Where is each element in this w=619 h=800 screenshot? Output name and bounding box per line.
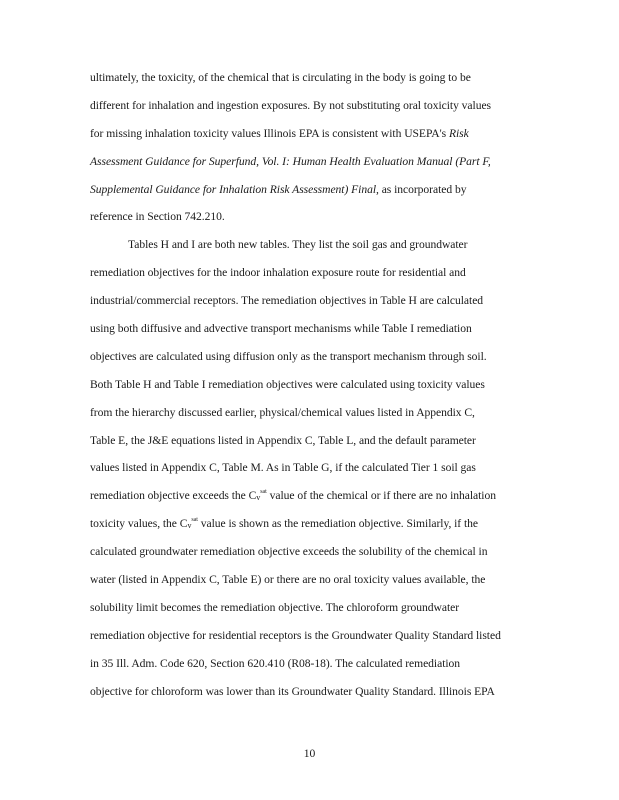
text-line xyxy=(90,510,535,538)
text-segment: Table E, the J&E equations listed in Appendix C, Table L, and the default parameter xyxy=(90,433,476,447)
text-segment: objectives are calculated using diffusion only as the transport mechanism through soil. xyxy=(90,349,487,363)
text-line xyxy=(90,315,535,343)
text-line xyxy=(90,566,535,594)
text-segment: solubility limit becomes the remediation objective. The chloroform groundwater xyxy=(90,600,460,614)
subscript-text: v xyxy=(256,493,261,503)
text-segment: toxicity values, the C xyxy=(90,517,188,531)
italic-text: Risk xyxy=(448,126,469,140)
text-line xyxy=(90,92,535,120)
text-segment: in 35 Ill. Adm. Code 620, Section 620.410 (R08-18). The calculated remediation xyxy=(90,656,461,670)
text-segment: remediation objective exceeds the C xyxy=(90,489,257,503)
text-segment: for missing inhalation toxicity values Illinois EPA is consistent with USEPA's xyxy=(90,126,449,140)
text-line xyxy=(90,622,535,650)
body-text xyxy=(90,64,535,705)
text-segment: reference in Section 742.210. xyxy=(90,210,225,224)
text-line xyxy=(90,538,535,566)
text-segment: different for inhalation and ingestion exposures. By not substituting oral toxicity values xyxy=(90,98,491,112)
text-segment: Both Table H and Table I remediation objectives were calculated using toxicity values xyxy=(90,377,485,391)
text-line xyxy=(90,120,535,148)
text-line xyxy=(90,287,535,315)
text-segment: industrial/commercial receptors. The remediation objectives in Table H are calculated xyxy=(90,294,484,308)
text-segment: value is shown as the remediation objective. Similarly, if the xyxy=(197,517,478,531)
superscript-text: sat xyxy=(260,489,267,496)
text-segment: as incorporated by xyxy=(378,182,467,196)
text-segment: calculated groundwater remediation objective exceeds the solubility of the chemical in xyxy=(90,545,488,559)
text-segment: value of the chemical or if there are no inhalation xyxy=(266,489,496,503)
page-number: 10 xyxy=(303,747,316,760)
text-line xyxy=(90,259,535,287)
text-line xyxy=(90,482,535,510)
text-segment: remediation objectives for the indoor inhalation exposure route for residential and xyxy=(90,266,466,280)
italic-text: Supplemental Guidance for Inhalation Risk Assessment) Final, xyxy=(90,182,379,196)
text-line xyxy=(90,343,535,371)
text-line xyxy=(90,148,535,176)
text-line xyxy=(90,176,535,204)
superscript-text: sat xyxy=(191,517,198,524)
text-line xyxy=(90,678,535,706)
text-line xyxy=(90,231,535,259)
text-line xyxy=(90,650,535,678)
text-segment: water (listed in Appendix C, Table E) or there are no oral toxicity values available, the xyxy=(90,573,486,587)
text-segment: remediation objective for residential receptors is the Groundwater Quality Standard listed xyxy=(90,628,501,642)
text-line xyxy=(90,371,535,399)
subscript-text: v xyxy=(187,521,192,531)
text-line xyxy=(90,594,535,622)
text-segment: from the hierarchy discussed earlier, physical/chemical values listed in Appendix C, xyxy=(90,405,475,419)
text-segment: objective for chloroform was lower than its Groundwater Quality Standard. Illinois EPA xyxy=(90,684,495,698)
italic-text: Assessment Guidance for Superfund, Vol. I: Human Health Evaluation Manual (Part F, xyxy=(90,154,491,168)
text-line xyxy=(90,64,535,92)
text-segment: Tables H and I are both new tables. They list the soil gas and groundwater xyxy=(128,238,468,252)
text-line xyxy=(90,399,535,427)
text-segment: ultimately, the toxicity, of the chemical that is circulating in the body is going to be xyxy=(90,71,471,84)
text-segment: values listed in Appendix C, Table M. As in Table G, if the calculated Tier 1 soil gas xyxy=(90,461,476,475)
text-line xyxy=(90,454,535,482)
text-line xyxy=(90,203,535,231)
text-segment: using both diffusive and advective transport mechanisms while Table I remediation xyxy=(90,322,472,336)
text-line xyxy=(90,427,535,455)
